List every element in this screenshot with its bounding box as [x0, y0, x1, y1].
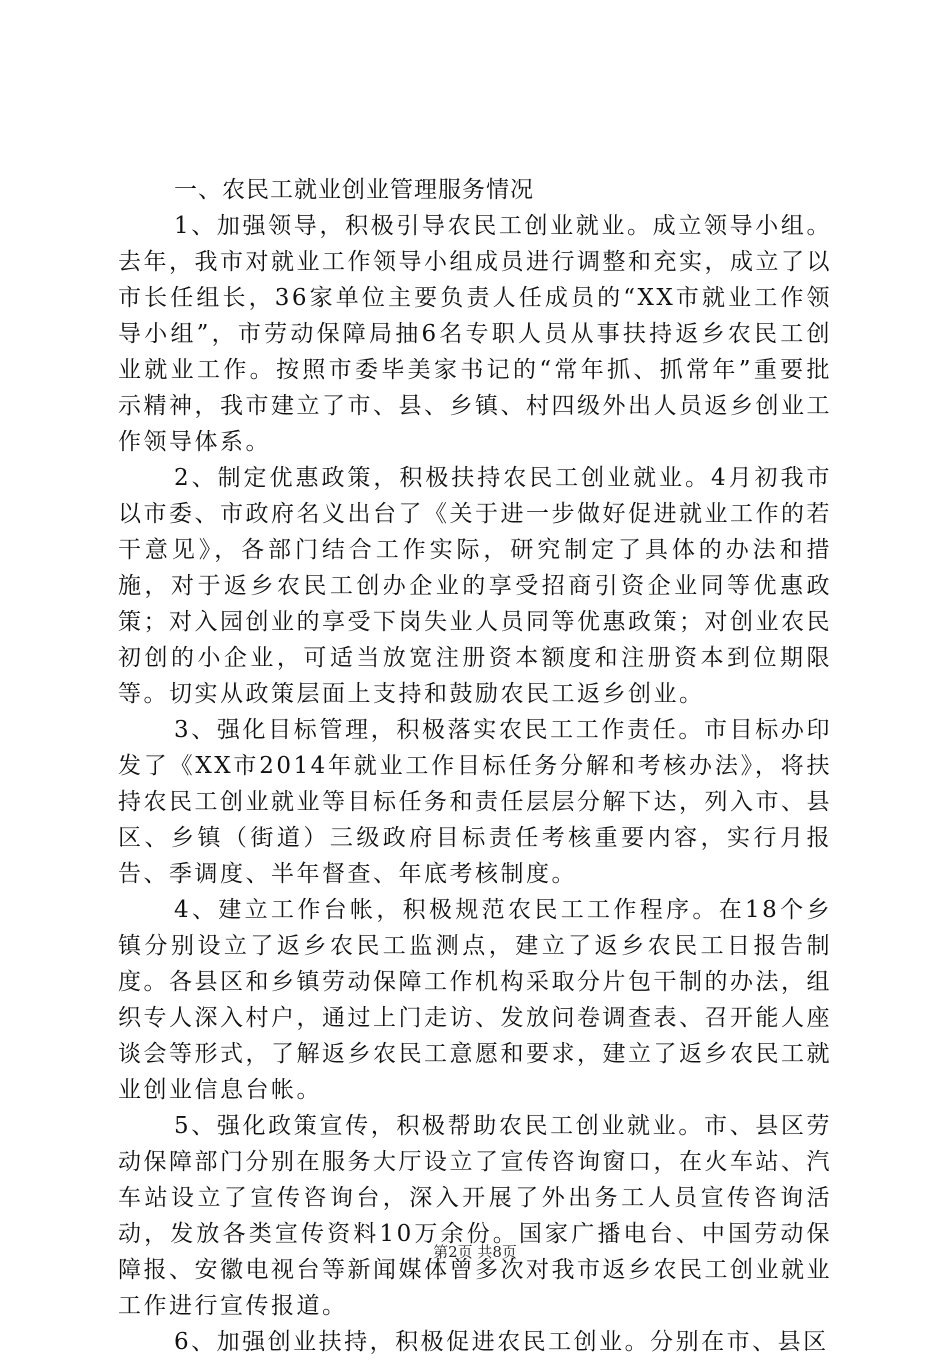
- section-heading: 一、农民工就业创业管理服务情况: [174, 177, 534, 203]
- paragraph-3: 3、强化目标管理，积极落实农民工工作责任。市目标办印发了《XX市2014年就业工作目标任务分解和考核办法》，将扶持农民工创业就业等目标任务和责任层层分解下达，列入市、县区、乡镇（街道）三级政府目标责任考核重要内容，实行月报告、季调度、半年督查、年底考核制度。: [118, 717, 832, 887]
- paragraph-2: 2、制定优惠政策，积极扶持农民工创业就业。4月初我市以市委、市政府名义出台了《关于进一步做好促进就业工作的若干意见》，各部门结合工作实际，研究制定了具体的办法和措施，对于返乡农民工创办企业的享受招商引资企业同等优惠政策；对入园创业的享受下岗失业人员同等优惠政策；对创业农民初创的小企业，可适当放宽注册资本额度和注册资本到位期限等。切实从政策层面上支持和鼓励农民工返乡创业。: [118, 465, 832, 707]
- paragraph-4: 4、建立工作台帐，积极规范农民工工作程序。在18个乡镇分别设立了返乡农民工监测点，建立了返乡农民工日报告制度。各县区和乡镇劳动保障工作机构采取分片包干制的办法，组织专人深入村户，通过上门走访、发放问卷调查表、召开能人座谈会等形式，了解返乡农民工意愿和要求，建立了返乡农民工就业创业信息台帐。: [118, 897, 832, 1103]
- paragraph-6: 6、加强创业扶持，积极促进农民工创业。分别在市、县区: [174, 1329, 829, 1355]
- document-body: [118, 172, 832, 1360]
- page-number-footer: 第2页 共8页: [433, 1243, 517, 1261]
- paragraph-5: 5、强化政策宣传，积极帮助农民工创业就业。市、县区劳动保障部门分别在服务大厅设立了宣传咨询窗口，在火车站、汽车站设立了宣传咨询台，深入开展了外出务工人员宣传咨询活动，发放各类宣传资料10万余份。国家广播电台、中国劳动保障报、安徽电视台等新闻媒体曾多次对我市返乡农民工创业就业工作进行宣传报道。: [118, 1113, 832, 1319]
- paragraph-1: 1、加强领导，积极引导农民工创业就业。成立领导小组。去年，我市对就业工作领导小组成员进行调整和充实，成立了以市长任组长，36家单位主要负责人任成员的“XX市就业工作领导小组”，市劳动保障局抽6名专职人员从事扶持返乡农民工创业就业工作。按照市委毕美家书记的“常年抓、抓常年”重要批示精神，我市建立了市、县、乡镇、村四级外出人员返乡创业工作领导体系。: [118, 213, 832, 455]
